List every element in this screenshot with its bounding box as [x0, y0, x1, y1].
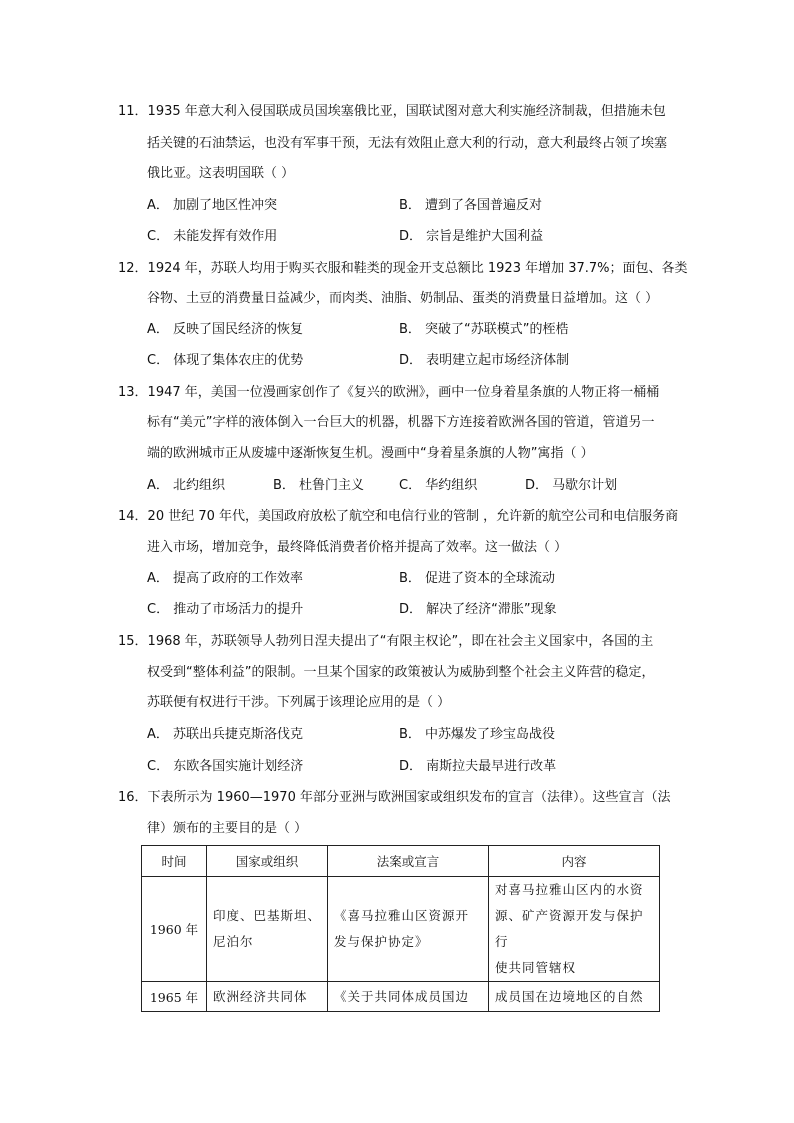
q13-option-c: C． 华约组织 [399, 478, 478, 493]
q11-line-1: 11．1935 年意大利入侵国联成员国埃塞俄比亚，国联试图对意大利实施经济制裁，但措施未包 [118, 104, 666, 119]
row2-content [489, 982, 660, 1012]
row1-content-line: 源、矿产资源开发与保护行 [495, 908, 644, 949]
q12-option-d: D． 表明建立起市场经济体制 [399, 353, 570, 368]
row1-content [489, 877, 660, 982]
q14-option-b: B． 促进了资本的全球流动 [399, 571, 556, 586]
row2-content-line: 成员国在边境地区的自然 [495, 988, 644, 1004]
q16-line-2: 律）颁布的主要目的是（ ） [147, 821, 308, 836]
q11-option-a: A． 加剧了地区性冲突 [147, 198, 278, 213]
q15-line-2: 权受到“整体利益”的限制。一旦某个国家的政策被认为威胁到整个社会主义阵营的稳定， [147, 665, 655, 680]
q13-line-1: 13．1947 年，美国一位漫画家创作了《复兴的欧洲》，画中一位身着星条旗的人物正将一桶桶 [118, 385, 660, 400]
declarations-table [141, 845, 660, 1012]
q14-option-c: C． 推动了市场活力的提升 [147, 602, 304, 617]
row1-law [328, 877, 489, 982]
q14-line-2: 进入市场，增加竞争，最终降低消费者价格并提高了效率。这一做法（ ） [147, 540, 568, 555]
q14-option-a: A． 提高了政府的工作效率 [147, 571, 304, 586]
q14-line-1: 14．20 世纪 70 年代，美国政府放松了航空和电信行业的管制 ，允许新的航空公司和电信服务商 [118, 509, 679, 524]
row1-law-line: 发与保护协定》 [334, 934, 429, 949]
q15-option-d: D． 南斯拉夫最早进行改革 [399, 759, 557, 774]
q13-line-3: 端的欧洲城市正从废墟中逐渐恢复生机。漫画中“身着星条旗的人物”寓指（ ） [147, 446, 594, 461]
row2-party [207, 982, 328, 1012]
row2-party-line: 欧洲经济共同体 [213, 988, 308, 1004]
q12-option-b: B． 突破了“苏联模式”的桎梏 [399, 322, 569, 337]
table-header-row [142, 846, 660, 877]
q11-option-b: B． 遭到了各国普遍反对 [399, 198, 543, 213]
row1-content-line: 使共同管辖权 [495, 960, 577, 975]
table-row [142, 982, 660, 1012]
q11-line-3: 俄比亚。这表明国联（ ） [147, 166, 295, 181]
header-party: 国家或组织 [207, 846, 328, 877]
q13-option-b: B． 杜鲁门主义 [273, 478, 365, 493]
row1-party-line: 尼泊尔 [213, 934, 254, 949]
q13-option-d: D． 马歇尔计划 [525, 478, 618, 493]
q12-line-2: 谷物、土豆的消费量日益减少，而肉类、油脂、奶制品、蛋类的消费量日益增加。这（ ） [147, 291, 659, 306]
row2-law [328, 982, 489, 1012]
q11-line-2: 括关键的石油禁运，也没有军事干预，无法有效阻止意大利的行动，意大利最终占领了埃塞 [147, 136, 668, 151]
q12-option-c: C． 体现了集体农庄的优势 [147, 353, 304, 368]
q14-option-d: D． 解决了经济“滞胀”现象 [399, 602, 557, 617]
q15-option-c: C． 东欧各国实施计划经济 [147, 759, 304, 774]
row1-content-line: 对喜马拉雅山区内的水资 [495, 882, 644, 897]
q12-option-a: A． 反映了国民经济的恢复 [147, 322, 304, 337]
table-row [142, 877, 660, 982]
row2-law-line: 《关于共同体成员国边 [334, 988, 470, 1004]
q15-line-1: 15．1968 年，苏联领导人勃列日涅夫提出了“有限主权论”，即在社会主义国家中，各国的主 [118, 634, 654, 649]
q11-option-c: C． 未能发挥有效作用 [147, 229, 278, 244]
q15-option-a: A． 苏联出兵捷克斯洛伐克 [147, 727, 304, 742]
header-content: 内容 [489, 846, 660, 877]
q15-option-b: B． 中苏爆发了珍宝岛战役 [399, 727, 556, 742]
q12-line-1: 12．1924 年，苏联人均用于购买衣服和鞋类的现金开支总额比 1923 年增加 37.7%；面包、各类 [118, 261, 688, 276]
header-time: 时间 [142, 846, 207, 877]
row1-party-line: 印度、巴基斯坦、 [213, 908, 322, 923]
row1-time: 1960 年 [142, 877, 207, 982]
row2-time: 1965 年 [142, 982, 207, 1012]
q11-option-d: D． 宗旨是维护大国利益 [399, 229, 544, 244]
q16-line-1: 16．下表所示为 1960—1970 年部分亚洲与欧洲国家或组织发布的宣言（法律）。这些宣言（法 [118, 790, 671, 805]
q15-line-3: 苏联便有权进行干涉。下列属于该理论应用的是（ ） [147, 695, 451, 710]
q13-option-a: A． 北约组织 [147, 478, 226, 493]
row1-law-line: 《喜马拉雅山区资源开 [334, 908, 470, 923]
row1-party [207, 877, 328, 982]
header-law: 法案或宣言 [328, 846, 489, 877]
q13-line-2: 标有“美元”字样的液体倒入一台巨大的机器，机器下方连接着欧洲各国的管道，管道另一 [147, 415, 655, 430]
